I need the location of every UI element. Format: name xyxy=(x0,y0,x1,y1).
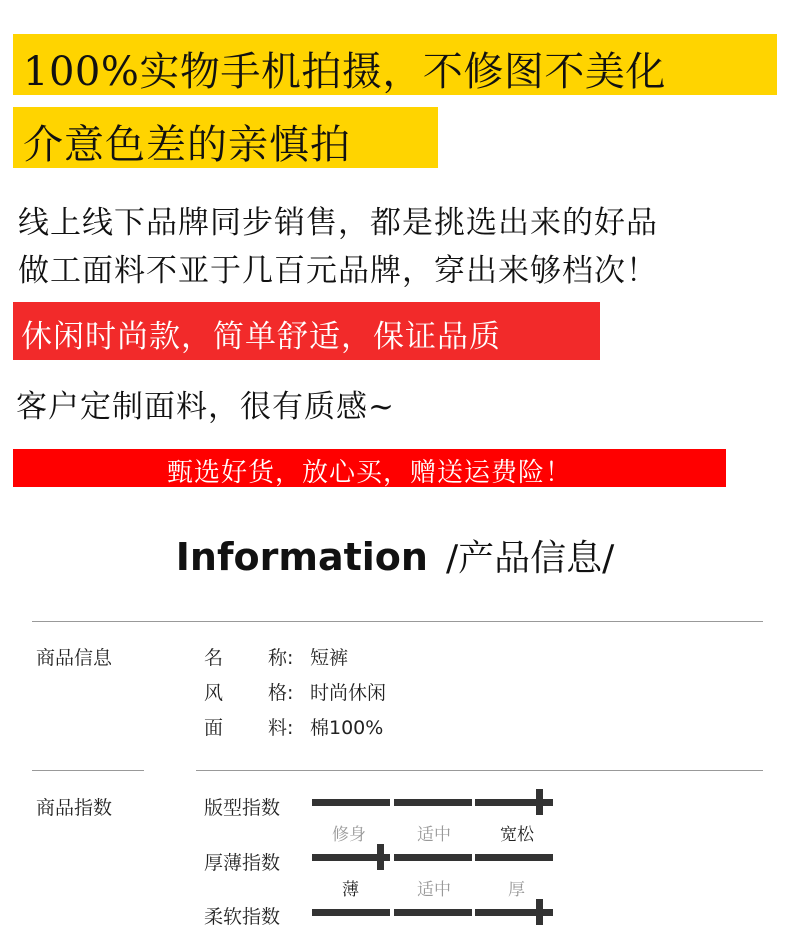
index-scale-marker xyxy=(377,844,384,870)
info-key-name-b: 称: xyxy=(268,647,294,669)
information-heading xyxy=(0,530,790,581)
red-band-casual-text: 休闲时尚款，简单舒适，保证品质 xyxy=(21,319,501,355)
index-fit-option-2: 宽松 xyxy=(500,825,534,845)
index-scale-segment xyxy=(312,799,390,806)
index-scale-marker xyxy=(536,899,543,925)
info-key-fabric-b: 料: xyxy=(268,717,294,739)
banner-real-photo xyxy=(13,34,777,95)
banner-real-photo-text: 100%实物手机拍摄，不修图不美化 xyxy=(23,49,666,95)
index-scale-segment xyxy=(394,799,472,806)
index-fit-option-0: 修身 xyxy=(332,825,366,845)
info-value-fabric: 棉100% xyxy=(310,717,384,739)
information-heading-cn: /产品信息/ xyxy=(445,538,615,579)
paragraph-quality: 做工面料不亚于几百元品牌，穿出来够档次！ xyxy=(18,253,658,289)
info-key-fabric-a: 面 xyxy=(204,717,224,739)
banner-color-warning-text: 介意色差的亲慎拍 xyxy=(23,122,351,168)
red-band-promo xyxy=(13,449,726,487)
index-fit-label: 版型指数 xyxy=(204,797,281,819)
red-band-promo-text: 甄选好货，放心买，赠送运费险！ xyxy=(166,458,572,488)
information-heading-en: Information xyxy=(175,535,428,579)
index-scale-segment xyxy=(312,909,390,916)
index-softness-label: 柔软指数 xyxy=(204,906,281,928)
product-index-label: 商品指数 xyxy=(36,797,113,819)
index-thickness-label: 厚薄指数 xyxy=(204,852,281,874)
index-scale-segment xyxy=(394,909,472,916)
info-value-style: 时尚休闲 xyxy=(310,682,387,704)
index-thickness-option-2: 厚 xyxy=(508,880,525,900)
index-scale-marker xyxy=(536,789,543,815)
paragraph-brand-sales: 线上线下品牌同步销售，都是挑选出来的好品 xyxy=(18,205,658,241)
red-band-casual xyxy=(13,302,600,360)
paragraph-custom-fabric: 客户定制面料，很有质感~ xyxy=(16,389,395,425)
divider-top xyxy=(32,621,763,622)
index-scale-segment xyxy=(475,854,553,861)
info-value-name: 短裤 xyxy=(310,647,349,669)
info-key-style-b: 格: xyxy=(268,682,294,704)
index-scale-segment xyxy=(394,854,472,861)
divider-left xyxy=(32,770,144,771)
banner-color-warning xyxy=(13,107,438,168)
divider-right xyxy=(196,770,763,771)
index-thickness-option-1: 适中 xyxy=(417,880,451,900)
index-thickness-option-0: 薄 xyxy=(342,880,359,900)
index-fit-option-1: 适中 xyxy=(417,825,451,845)
info-key-style-a: 风 xyxy=(204,682,224,704)
product-info-label: 商品信息 xyxy=(36,647,113,669)
info-key-name-a: 名 xyxy=(204,647,224,669)
